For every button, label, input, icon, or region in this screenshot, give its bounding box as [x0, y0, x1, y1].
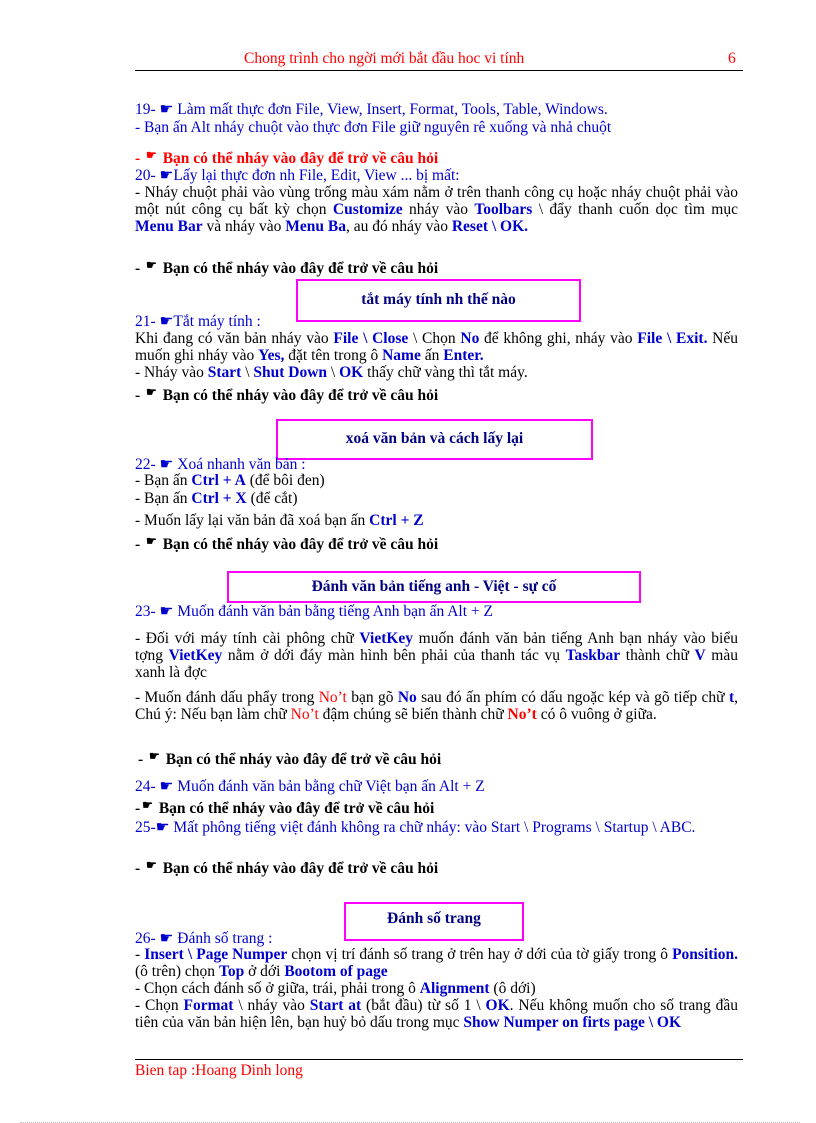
back-to-question-link[interactable]: - ☛ Bạn có thể nháy vào đây để trở về câu hỏi	[135, 385, 439, 404]
section-22-line-2: - Bạn ấn Ctrl + X (để cắt)	[135, 490, 298, 507]
section-24-title: 24- ☛ Muốn đánh văn bản bằng chữ Việt bạn ấn Alt + Z	[135, 778, 485, 795]
page-header-title: Chong trình cho ngời mới bắt đầu hoc vi tính	[244, 50, 525, 67]
section-23-paragraph-2: - Muốn đánh dấu phẩy trong No’t bạn gõ No sau đó ấn phím có dấu ngoặc kép và gõ tiếp chữ t, Chú ý: Nếu bạn làm chữ No’t đậm chúng sẽ biến thành chữ No’t có ô vuông ở giữa.	[135, 689, 738, 724]
section-22-title: 22- ☛ Xoá nhanh văn bản :	[135, 456, 306, 473]
back-to-question-link[interactable]: - ☛ Bạn có thể nháy vào đây để trở về câu hỏi	[135, 148, 439, 167]
pointing-hand-icon: ☛	[146, 858, 157, 872]
section-23-paragraph-1: - Đối với máy tính cài phông chữ VietKey muốn đánh văn bản tiếng Anh bạn nháy vào biểu tợng VietKey nằm ở dới đáy màn hình bên phải của thanh tác vụ Taskbar thành chữ V màu xanh là đợc	[135, 630, 738, 682]
section-22-line-1: - Bạn ấn Ctrl + A (để bôi đen)	[135, 472, 325, 489]
section-21-title: 21- ☛Tắt máy tính :	[135, 313, 261, 330]
back-to-question-link[interactable]: - ☛ Bạn có thể nháy vào đây để trở về câu hỏi	[135, 534, 439, 553]
section-20-title: 20- ☛Lấy lại thực đơn nh File, Edit, View ... bị mất:	[135, 167, 460, 184]
section-20-text: - Nháy chuột phải vào vùng trống màu xám nằm ở trên thanh công cụ hoặc nháy chuột phải vào một nút công cụ bất kỳ chọn Customize nháy vào Toolbars \ đẩy thanh cuốn dọc tìm mục Menu Bar và nháy vào Menu Ba, au đó nháy vào Reset \ OK.	[135, 184, 738, 236]
pointing-hand-icon: ☛	[146, 148, 157, 162]
footer-author: Bien tap :Hoang Dinh long	[135, 1062, 303, 1079]
pointing-hand-icon: ☛	[142, 798, 153, 812]
section-heading-page-numbers: Đánh số trang	[344, 902, 524, 941]
section-23-title: 23- ☛ Muốn đánh văn bản bằng tiếng Anh bạn ấn Alt + Z	[135, 603, 493, 620]
back-to-question-link[interactable]: - ☛ Bạn có thể nháy vào đây để trở về câu hỏi	[135, 858, 439, 877]
section-21-text: Khi đang có văn bản nháy vào File \ Close \ Chọn No để không ghi, nháy vào File \ Exit. Nếu muốn ghi nháy vào Yes, đặt tên trong ô Name ấn Enter.	[135, 330, 739, 365]
pointing-hand-icon: ☛	[149, 749, 160, 763]
section-21-shutdown-line: - Nháy vào Start \ Shut Down \ OK thấy chữ vàng thì tắt máy.	[135, 364, 528, 381]
header-rule	[135, 70, 743, 71]
section-26-paragraph-1: - Insert \ Page Numper chọn vị trí đánh số trang ở trên hay ở dới của tờ giấy trong ô Ponsition.(ô trên) chọn Top ở dới Bootom of page	[135, 946, 738, 981]
pointing-hand-icon: ☛	[146, 534, 157, 548]
section-26-paragraph-3: - Chọn Format \ nháy vào Start at (bắt đầu) từ số 1 \ OK. Nếu không muốn cho số trang đầu tiên của văn bản hiện lên, bạn huỷ bỏ dấu trong mục Show Numper on firts page \ OK	[135, 997, 738, 1032]
pointing-hand-icon: ☛	[146, 258, 157, 272]
section-19-text: - Bạn ấn Alt nháy chuột vào thực đơn File giữ nguyên rê xuống và nhả chuột	[135, 119, 612, 136]
footer-rule	[135, 1059, 743, 1060]
section-heading-shutdown: tắt máy tính nh thế nào	[296, 279, 581, 322]
section-26-title: 26- ☛ Đánh số trang :	[135, 930, 273, 947]
section-19-title: 19- ☛ Làm mất thực đơn File, View, Insert, Format, Tools, Table, Windows.	[135, 101, 608, 118]
page-number: 6	[728, 50, 736, 67]
back-to-question-link[interactable]: - ☛ Bạn có thể nháy vào đây để trở về câu hỏi	[135, 258, 439, 277]
section-26-line-2: - Chọn cách đánh số ở giữa, trái, phải trong ô Alignment (ô dới)	[135, 980, 536, 997]
back-to-question-link[interactable]: - ☛ Bạn có thể nháy vào đây để trở về câu hỏi	[138, 749, 442, 768]
section-25-title: 25-☛ Mất phông tiếng việt đánh không ra chữ nháy: vào Start \ Programs \ Startup \ ABC.	[135, 819, 696, 836]
section-22-line-3: - Muốn lấy lại văn bản đã xoá bạn ấn Ctrl + Z	[135, 512, 424, 529]
back-to-question-link[interactable]: - ☛ Bạn có thể nháy vào đây để trở về câu hỏi	[135, 798, 435, 817]
section-heading-typing: Đánh văn bản tiếng anh - Việt - sự cố	[227, 571, 641, 603]
pointing-hand-icon: ☛	[146, 385, 157, 399]
section-heading-delete-text: xoá văn bản và cách lấy lại	[276, 419, 593, 460]
